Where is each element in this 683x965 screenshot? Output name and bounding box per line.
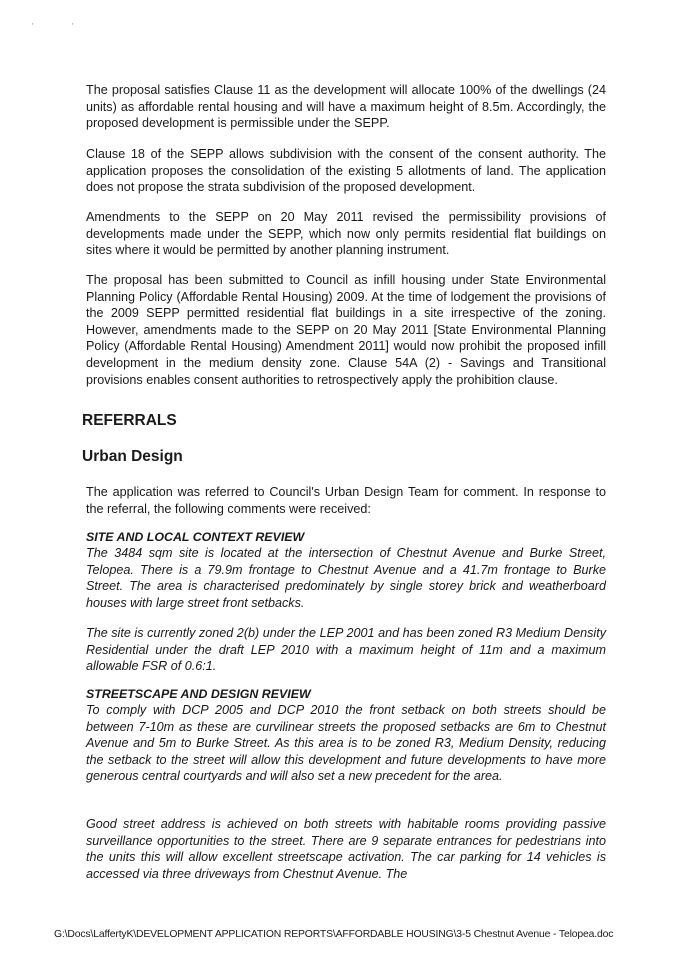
paragraph-text: The proposal satisfies Clause 11 as the development will allocate 100% of the dwellings (24 units) as affordable rental housing and will have a maximum height of 8.5m. Accordingly, the proposed development is permissible under the SEPP. — [86, 83, 606, 131]
site-zoning-paragraph — [86, 625, 606, 675]
heading-referrals: REFERRALS — [82, 412, 177, 429]
subheading-site-review: SITE AND LOCAL CONTEXT REVIEW — [86, 530, 305, 544]
paragraph-clause-11 — [86, 82, 606, 132]
paragraph-text: Clause 18 of the SEPP allows subdivision with the consent of the consent authority. The application proposes the consolidation of the existing 5 allotments of land. The application does not propose the strata subdivision of the proposed development. — [86, 147, 606, 195]
scan-mark: ' — [72, 22, 74, 31]
paragraph-text: The site is currently zoned 2(b) under the LEP 2001 and has been zoned R3 Medium Density Residential under the draft LEP 2010 with a maximum height of 11m and a maximum allowable FSR of 0.6:1. — [86, 626, 606, 674]
subheading-streetscape-review: STREETSCAPE AND DESIGN REVIEW — [86, 687, 311, 701]
heading-urban-design: Urban Design — [82, 448, 183, 465]
site-context-review — [86, 530, 606, 611]
paragraph-text: Amendments to the SEPP on 20 May 2011 revised the permissibility provisions of developments made under the SEPP, which now only permits residential flat buildings on sites where it would be permitted by another planning instrument. — [86, 210, 606, 258]
streetscape-review — [86, 687, 606, 785]
paragraph-text: The proposal has been submitted to Council as infill housing under State Environmental Planning Policy (Affordable Rental Housing) 2009. At the time of lodgement the provisions of the 2009 SEPP permitted residential flat buildings in a site irrespective of the zoning. However, amendments made to the SEPP on 20 May 2011 [State Environmental Planning Policy (Affordable Rental Housing) Amendment 2011] would now prohibit the proposed infill development in the medium density zone. Clause 54A (2) - Savings and Transitional provisions enables consent authorities to retrospectively apply the prohibition clause. — [86, 273, 606, 387]
paragraph-text: The 3484 sqm site is located at the intersection of Chestnut Avenue and Burke Street, Telopea. There is a 79.9m frontage to Chestnut Avenue and a 41.7m frontage to Burke Street. The area is characterised predominately by single storey brick and weatherboard houses with large street front setbacks. — [86, 546, 606, 610]
street-address-paragraph — [86, 816, 606, 882]
footer-file-path: G:\Docs\LaffertyK\DEVELOPMENT APPLICATION REPORTS\AFFORDABLE HOUSING\3-5 Chestnut Avenue - Telopea.doc — [54, 929, 614, 940]
paragraph-text: Good street address is achieved on both streets with habitable rooms providing passive surveillance opportunities to the street. There are 9 separate entrances for pedestrians into the units this will allow excellent streetscape activation. The car parking for 14 vehicles is accessed via three driveways from Chestnut Avenue. The — [86, 817, 606, 881]
paragraph-amendments — [86, 209, 606, 259]
scan-mark: ' — [32, 22, 34, 31]
paragraph-clause-18 — [86, 146, 606, 196]
paragraph-text: The application was referred to Council's Urban Design Team for comment. In response to the referral, the following comments were received: — [86, 485, 606, 516]
paragraph-text: To comply with DCP 2005 and DCP 2010 the front setback on both streets should be between 7-10m as these are curvilinear streets the proposed setbacks are 6m to Chestnut Avenue and 5m to Burke Street. As this area is to be zoned R3, Medium Density, reducing the setback to the street will allow this development and future developments to have more generous central courtyards and will also set a new precedent for the area. — [86, 703, 606, 784]
paragraph-infill-housing — [86, 272, 606, 388]
paragraph-referral-intro — [86, 484, 606, 517]
